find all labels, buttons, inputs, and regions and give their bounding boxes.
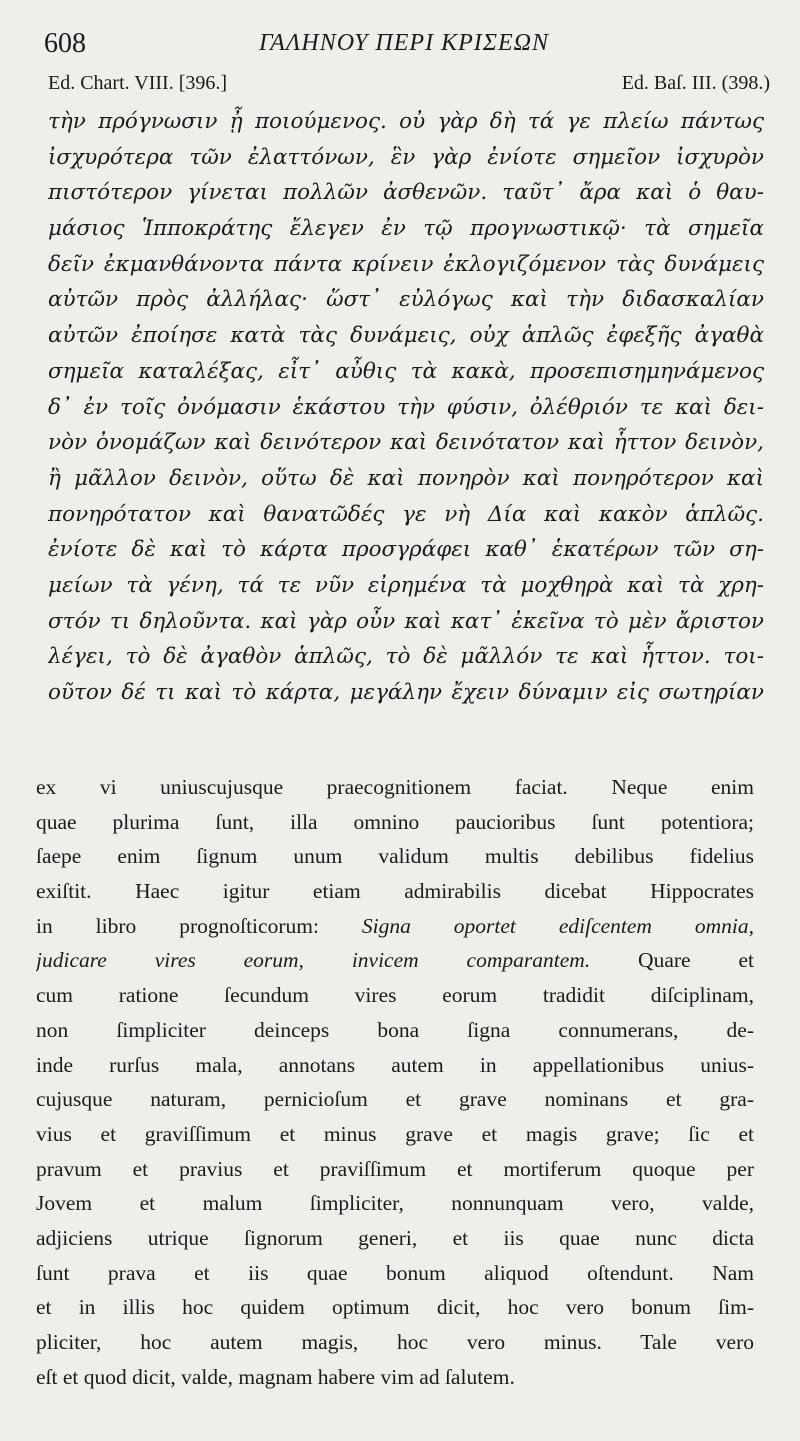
greek-line: οῦτον δέ τι καὶ τὸ κάρτα, μεγάλην ἔχειν δύναμιν εἰς σωτηρίαν xyxy=(48,680,764,705)
latin-line xyxy=(36,874,754,909)
italic-quotation: judicare vires eorum, invicem comparantem. xyxy=(36,948,591,973)
greek-line: λέγει, τὸ δὲ ἀγαθὸν ἁπλῶς, τὸ δὲ μᾶλλόν τε καὶ ἧττον. τοι- xyxy=(48,644,764,670)
latin-line xyxy=(36,978,754,1013)
latin-text: ſunt prava et iis quae bonum aliquod oſtendunt. Nam xyxy=(36,1260,754,1285)
latin-line xyxy=(36,909,754,944)
latin-text: pravum et pravius et praviſſimum et mortiferum quoque per xyxy=(36,1156,754,1181)
greek-line: ἢ μᾶλλον δεινὸν, οὕτω δὲ καὶ πονηρὸν καὶ πονηρότερον καὶ xyxy=(48,465,764,491)
greek-line: ἰσχυρότερα τῶν ἐλαττόνων, ἓν γὰρ ἐνίοτε σημεῖον ἰσχυρὸν xyxy=(48,144,764,170)
greek-line: πιστότερον γίνεται πολλῶν ἀσθενῶν. ταῦτ᾽ ἄρα καὶ ὁ θαυ- xyxy=(48,180,764,206)
greek-line: δ᾽ ἐν τοῖς ὀνόμασιν ἑκάστου τὴν φύσιν, ὀλέθριόν τε καὶ δει- xyxy=(48,394,764,420)
greek-line: αὐτῶν πρὸς ἀλλήλας· ὥστ᾽ εὐλόγως καὶ τὴν διδασκαλίαν xyxy=(48,287,764,313)
latin-text: Jovem et malum ſimpliciter, nonnunquam vero, valde, xyxy=(36,1191,754,1216)
greek-line: νὸν ὀνομάζων καὶ δεινότερον καὶ δεινότατον καὶ ἧττον δεινὸν, xyxy=(48,430,764,456)
latin-line xyxy=(36,1013,754,1048)
latin-line xyxy=(36,1186,754,1221)
latin-line xyxy=(36,1256,754,1291)
latin-text: adjiciens utrique ſignorum generi, et iis quae nunc dicta xyxy=(36,1225,754,1250)
edition-chartier: Ed. Chart. VIII. [396.] xyxy=(48,72,228,94)
latin-line xyxy=(36,805,754,840)
greek-line: στόν τι δηλοῦντα. καὶ γὰρ οὖν καὶ κατ᾽ ἐκεῖνα τὸ μὲν ἄριστον xyxy=(48,608,764,634)
latin-text: et in illis hoc quidem optimum dicit, hoc vero bonum ſim- xyxy=(36,1295,754,1320)
greek-line: πονηρότατον καὶ θανατῶδές γε νὴ Δία καὶ κακὸν ἁπλῶς. xyxy=(48,501,764,527)
greek-line: μείων τὰ γένη, τά τε νῦν εἰρημένα τὰ μοχθηρὰ καὶ τὰ χρη- xyxy=(48,572,764,598)
latin-text: eſt et quod dicit, valde, magnam habere vim ad ſalutem. xyxy=(36,1364,515,1389)
latin-line xyxy=(36,770,754,805)
latin-text: exiſtit. Haec igitur etiam admirabilis dicebat Hippocrates xyxy=(36,879,754,904)
latin-text: in libro prognoſticorum: xyxy=(36,913,362,938)
edition-basel: Ed. Baſ. III. (398.) xyxy=(621,72,770,94)
latin-line xyxy=(36,1325,754,1360)
latin-text: pliciter, hoc autem magis, hoc vero minus. Tale vero xyxy=(36,1330,754,1354)
latin-line xyxy=(36,1360,754,1395)
latin-line xyxy=(36,1152,754,1187)
edition-references xyxy=(48,72,770,98)
latin-text: ſaepe enim ſignum unum validum multis debilibus fidelius xyxy=(36,844,754,869)
greek-line: ἐνίοτε δὲ καὶ τὸ κάρτα προσγράφει καθ᾽ ἑκατέρων τῶν ση- xyxy=(48,537,764,563)
page-header xyxy=(44,28,764,68)
greek-text-block xyxy=(48,104,764,711)
greek-line: τὴν πρόγνωσιν ᾖ ποιούμενος. οὐ γὰρ δὴ τά γε πλείω πάντως xyxy=(48,109,764,134)
latin-line xyxy=(36,943,754,978)
latin-text: cujusque naturam, pernicioſum et grave nominans et gra- xyxy=(36,1087,754,1112)
latin-line xyxy=(36,1221,754,1256)
latin-line xyxy=(36,1048,754,1083)
page-number: 608 xyxy=(44,28,86,59)
latin-line xyxy=(36,1290,754,1325)
latin-text: ex vi uniuscujusque praecognitionem faciat. Neque enim xyxy=(36,775,754,799)
greek-line: αὐτῶν ἐποίησε κατὰ τὰς δυνάμεις, οὐχ ἁπλῶς ἐφεξῆς ἀγαθὰ xyxy=(48,323,764,349)
latin-line xyxy=(36,1082,754,1117)
latin-text-block xyxy=(36,770,754,1394)
latin-text: Quare et xyxy=(590,948,754,973)
running-title: ΓΑΛΗΝΟΥ ΠΕΡΙ ΚΡΙΣΕΩΝ xyxy=(258,30,550,56)
latin-text: cum ratione ſecundum vires eorum tradidit diſciplinam, xyxy=(36,983,754,1008)
latin-text: quae plurima ſunt, illa omnino paucioribus ſunt potentiora; xyxy=(36,809,754,834)
greek-line: δεῖν ἐκμανθάνοντα πάντα κρίνειν ἐκλογιζόμενον τὰς δυνάμεις xyxy=(48,251,764,277)
latin-line xyxy=(36,1117,754,1152)
italic-quotation: Signa oportet ediſcentem omnia, xyxy=(361,913,754,938)
latin-text: vius et graviſſimum et minus grave et magis grave; ſic et xyxy=(36,1121,754,1146)
greek-line: μάσιος Ἱπποκράτης ἔλεγεν ἐν τῷ προγνωστικῷ· τὰ σημεῖα xyxy=(48,216,764,242)
latin-text: inde rurſus mala, annotans autem in appellationibus unius- xyxy=(36,1052,754,1077)
greek-line: σημεῖα καταλέξας, εἶτ᾽ αὖθις τὰ κακὰ, προσεπισημηνάμενος xyxy=(48,358,764,384)
latin-line xyxy=(36,839,754,874)
latin-text: non ſimpliciter deinceps bona ſigna connumerans, de- xyxy=(36,1017,754,1042)
